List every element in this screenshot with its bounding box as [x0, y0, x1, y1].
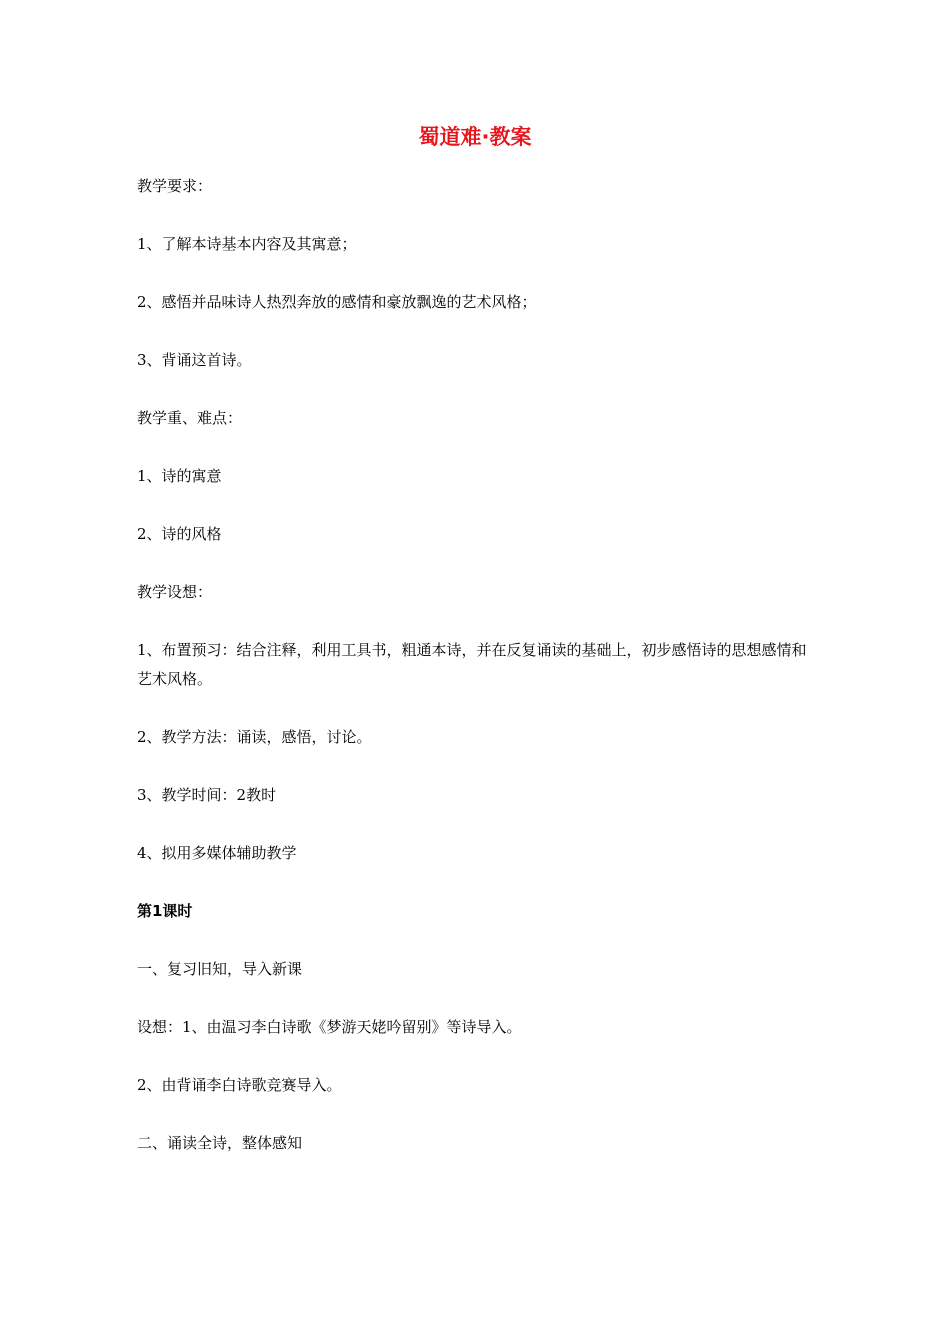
lesson-step-heading: 二、诵读全诗，整体感知: [137, 1134, 303, 1152]
requirement-item: 1、了解本诗基本内容及其寓意；: [137, 235, 357, 253]
key-point-item: 1、诗的寓意: [137, 467, 222, 485]
teaching-plan-item: 2、教学方法：诵读，感悟，讨论。: [137, 728, 372, 746]
document-title: 蜀道难·教案: [418, 125, 532, 149]
document-body: [137, 172, 813, 1187]
lesson-heading: 第1课时: [137, 902, 193, 920]
lesson-step-item: 2、由背诵李白诗歌竞赛导入。: [137, 1076, 342, 1094]
section-heading-key-points: 教学重、难点：: [137, 409, 243, 427]
requirement-item: 2、感悟并品味诗人热烈奔放的感情和豪放飘逸的艺术风格；: [137, 293, 537, 311]
key-point-item: 2、诗的风格: [137, 525, 222, 543]
teaching-plan-item: 3、教学时间：2教时: [137, 786, 277, 804]
section-heading-requirements: 教学要求：: [137, 177, 213, 195]
section-heading-teaching-plan: 教学设想：: [137, 583, 213, 601]
requirement-item: 3、背诵这首诗。: [137, 351, 252, 369]
teaching-plan-item: 1、布置预习：结合注释，利用工具书，粗通本诗，并在反复诵读的基础上，初步感悟诗的思想感情和艺术风格。: [137, 641, 807, 688]
lesson-step-item: 设想：1、由温习李白诗歌《梦游天姥吟留别》等诗导入。: [137, 1018, 522, 1036]
lesson-step-heading: 一、复习旧知，导入新课: [137, 960, 303, 978]
teaching-plan-item: 4、拟用多媒体辅助教学: [137, 844, 297, 862]
